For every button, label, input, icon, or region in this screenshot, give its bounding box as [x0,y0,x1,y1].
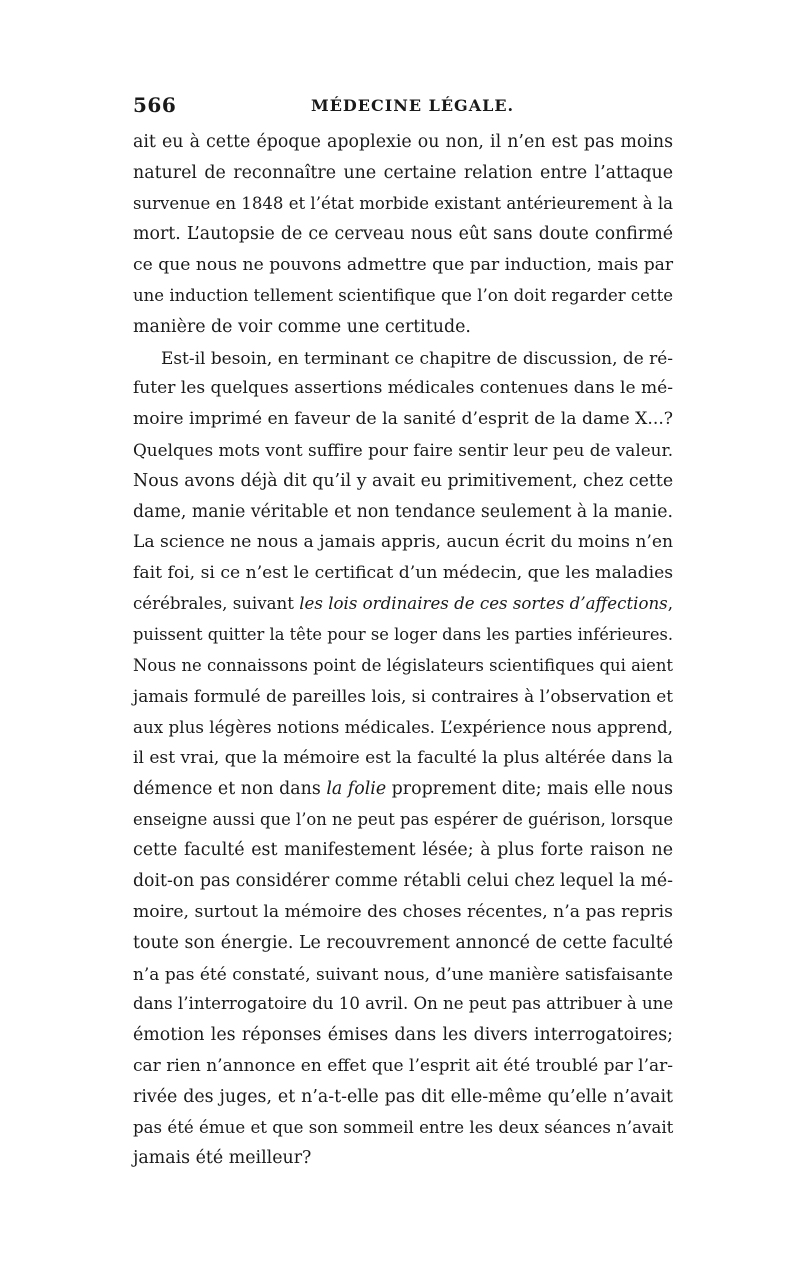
text-line: pas été émue et que son sommeil entre les deux séances n’avait [133,1117,674,1137]
text-line: Quelques mots vont suffire pour faire sentir leur peu de valeur. [133,439,674,460]
text-line: mort. L’autopsie de ce cerveau nous eût sans doute confirmé [133,224,673,245]
text-line: puissent quitter la tête pour se loger dans les parties inférieures. [133,624,673,644]
text-line: dame, manie véritable et non tendance seulement à la manie. [133,501,673,522]
text-line: fait foi, si ce n’est le certificat d’un médecin, que les maladies [133,563,674,584]
text-line: Nous ne connaissons point de législateurs scientifiques qui aient [133,655,673,675]
paragraph-first-line: Est-il besoin, en terminant ce chapitre de discussion, de ré- [161,347,673,368]
page-header [133,93,673,121]
italic-phrase: la folie [326,778,387,799]
text-line: dans l’interrogatoire du 10 avril. On ne peut pas attribuer à une [133,994,674,1014]
text-line: car rien n’annonce en effet que l’esprit ait été troublé par l’ar- [133,1055,673,1076]
text-line: n’a pas été constaté, suivant nous, d’une manière satisfaisante [133,963,673,984]
text-line: jamais été meilleur? [133,1148,312,1169]
text-line: survenue en 1848 et l’état morbide existant antérieurement à la [133,193,673,213]
text-line: moire, surtout la mémoire des choses récentes, n’a pas repris [133,901,673,922]
text-line: doit-on pas considérer comme rétabli celui chez lequel la mé- [133,871,673,892]
text-line: enseigne aussi que l’on ne peut pas espérer de guérison, lorsque [133,809,674,829]
text-line: toute son énergie. Le recouvrement annoncé de cette faculté [133,932,673,953]
text-line: moire imprimé en faveur de la sanité d’esprit de la dame X...? [133,409,673,430]
body-text [133,127,673,1174]
text-line: ce que nous ne pouvons admettre que par induction, mais par [133,255,674,276]
text-line: cérébrales, suivant les lois ordinaires de ces sortes d’affections, [133,593,673,613]
text-line: Nous avons déjà dit qu’il y avait eu primitivement, chez cette [133,470,674,491]
italic-phrase: les lois ordinaires de ces sortes d’affections [299,593,668,613]
text-line: manière de voir comme une certitude. [133,316,471,337]
text-line: cette faculté est manifestement lésée; à plus forte raison ne [133,840,673,861]
text-line: ait eu à cette époque apoplexie ou non, il n’en est pas moins [133,132,673,152]
text-line: La science ne nous a jamais appris, aucun écrit du moins n’en [133,532,673,553]
text-line: il est vrai, que la mémoire est la faculté la plus altérée dans la [133,747,674,768]
text-line: rivée des juges, et n’a-t-elle pas dit elle-même qu’elle n’avait [133,1086,673,1107]
page-number: 566 [133,93,177,117]
text-line: une induction tellement scientifique que l’on doit regarder cette [133,285,673,305]
text-line: futer les quelques assertions médicales contenues dans le mé- [133,378,673,399]
text-line: émotion les réponses émises dans les divers interrogatoires; [133,1025,673,1046]
running-title: MÉDECINE LÉGALE. [311,96,515,115]
text-line: jamais formulé de pareilles lois, si contraires à l’observation et [133,686,673,707]
text-line: démence et non dans la folie proprement dite; mais elle nous [133,778,674,799]
text-line: naturel de reconnaître une certaine relation entre l’attaque [133,162,673,183]
text-line: aux plus légères notions médicales. L’expérience nous apprend, [133,717,673,738]
